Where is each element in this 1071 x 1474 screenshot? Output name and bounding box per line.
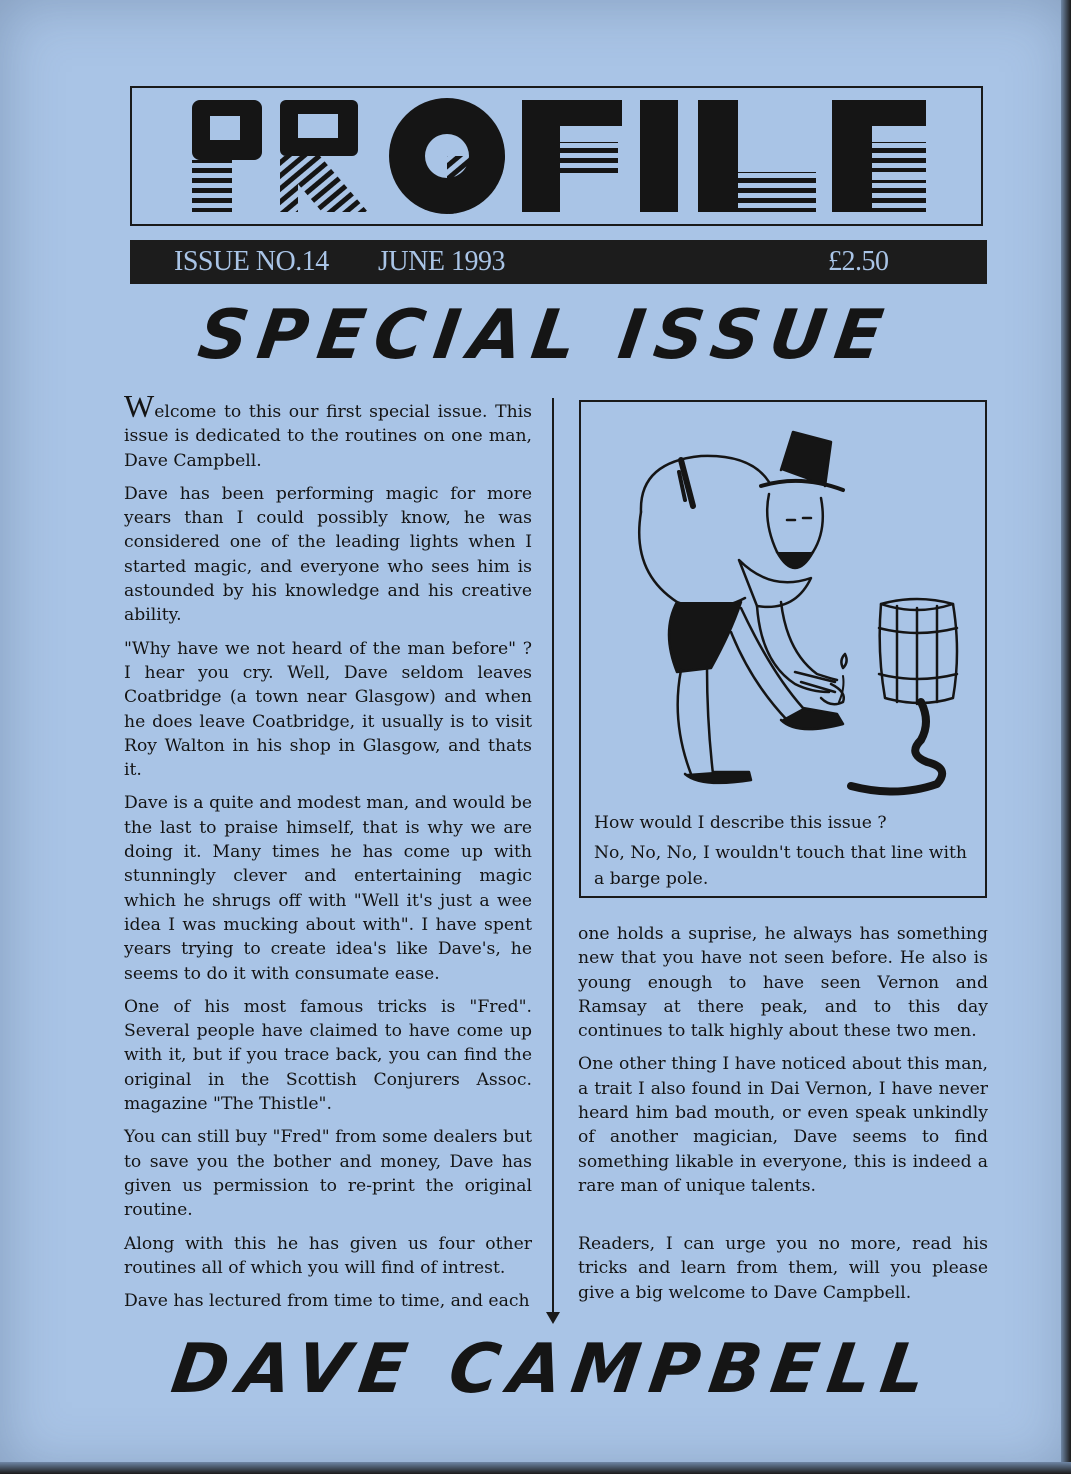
paragraph: one holds a suprise, he always has something new that you have not seen before. He also is young enough to have seen Vernon and Ramsay at there peak, and to this day continues to talk highly about these two men. xyxy=(578,924,988,1042)
logo-letter-l xyxy=(698,100,816,212)
page-edge xyxy=(0,1462,1071,1474)
illustration-caption xyxy=(594,810,978,896)
paragraph: Dave has been performing magic for more years than I could possibly know, he was considered one of the leading lights when I started magic, and everyone who sees him is astounded by his knowledge and his creative ability. xyxy=(124,483,532,626)
cartoon-man-lighting-fuse-icon xyxy=(581,402,985,802)
logo-letter-i xyxy=(640,100,678,212)
issue-price: £2.50 xyxy=(828,246,889,277)
issue-info-bar xyxy=(130,240,987,284)
drop-cap: W xyxy=(124,388,155,424)
paragraph: "Why have we not heard of the man before" ? I hear you cry. Well, Dave seldom leaves Coatbridge (a town near Glasgow) and when he does leave Coatbridge, it usually is to visit Roy Walton in his shop in Glasgow, and thats it. xyxy=(124,638,532,781)
paragraph: Dave is a quite and modest man, and would be the last to praise himself, that is why we are doing it. Many times he has come up with stunningly clever and entertaining magic which he shrugs off with "Well it's just a wee idea I was mucking about with". I have spent years trying to create idea's like Dave's, he seems to do it with consumate ease. xyxy=(124,793,532,984)
logo-letter-p xyxy=(192,100,262,212)
logo-text: PROFILE xyxy=(132,88,137,89)
intro-paragraph: Welcome to this our first special issue. This issue is dedicated to the routines on one man, Dave Campbell. xyxy=(124,388,532,471)
paragraph: Along with this he has given us four other routines all of which you will find of intrest. xyxy=(124,1233,532,1278)
issue-date: JUNE 1993 xyxy=(378,246,505,277)
masthead-frame xyxy=(130,86,983,226)
paragraph: Dave has lectured from time to time, and each xyxy=(124,1291,530,1312)
caption-line: How would I describe this issue ? xyxy=(594,813,887,833)
logo-letter-r xyxy=(280,100,368,212)
special-issue-headline: SPECIAL ISSUE xyxy=(193,296,898,375)
left-column xyxy=(124,388,532,1322)
paragraph: One other thing I have noticed about this man, a trait I also found in Dai Vernon, I have never heard him bad mouth, or even speak unkindly of another magician, Dave seems to find something likable in everyone, this is indeed a rare man of unique talents. xyxy=(578,1054,988,1196)
caption-line: No, No, No, I wouldn't touch that line with a barge pole. xyxy=(594,843,967,889)
profile-logo xyxy=(132,88,985,228)
illustration-box xyxy=(579,400,987,898)
logo-letter-o xyxy=(389,98,505,214)
paragraph: You can still buy "Fred" from some dealers but to save you the bother and money, Dave has given us permission to re-print the original routine. xyxy=(124,1127,532,1221)
logo-letter-e xyxy=(832,100,926,212)
barrel-icon xyxy=(879,599,957,704)
logo-letter-f xyxy=(522,100,622,212)
dave-campbell-headline: DAVE CAMPBELL xyxy=(166,1330,941,1409)
right-column xyxy=(578,922,988,1207)
column-divider xyxy=(552,398,554,1316)
continue-arrow-icon xyxy=(546,1312,560,1324)
issue-number: ISSUE NO.14 xyxy=(174,246,329,277)
right-column-closing xyxy=(578,1232,988,1305)
page-edge xyxy=(1061,0,1071,1474)
paragraph: Readers, I can urge you no more, read his tricks and learn from them, will you please give a big welcome to Dave Campbell. xyxy=(578,1234,988,1303)
paragraph: One of his most famous tricks is "Fred". Several people have claimed to have come up with it, but if you trace back, you can find the original in the Scottish Conjurers Assoc. magazine "The Thistle". xyxy=(124,996,532,1115)
